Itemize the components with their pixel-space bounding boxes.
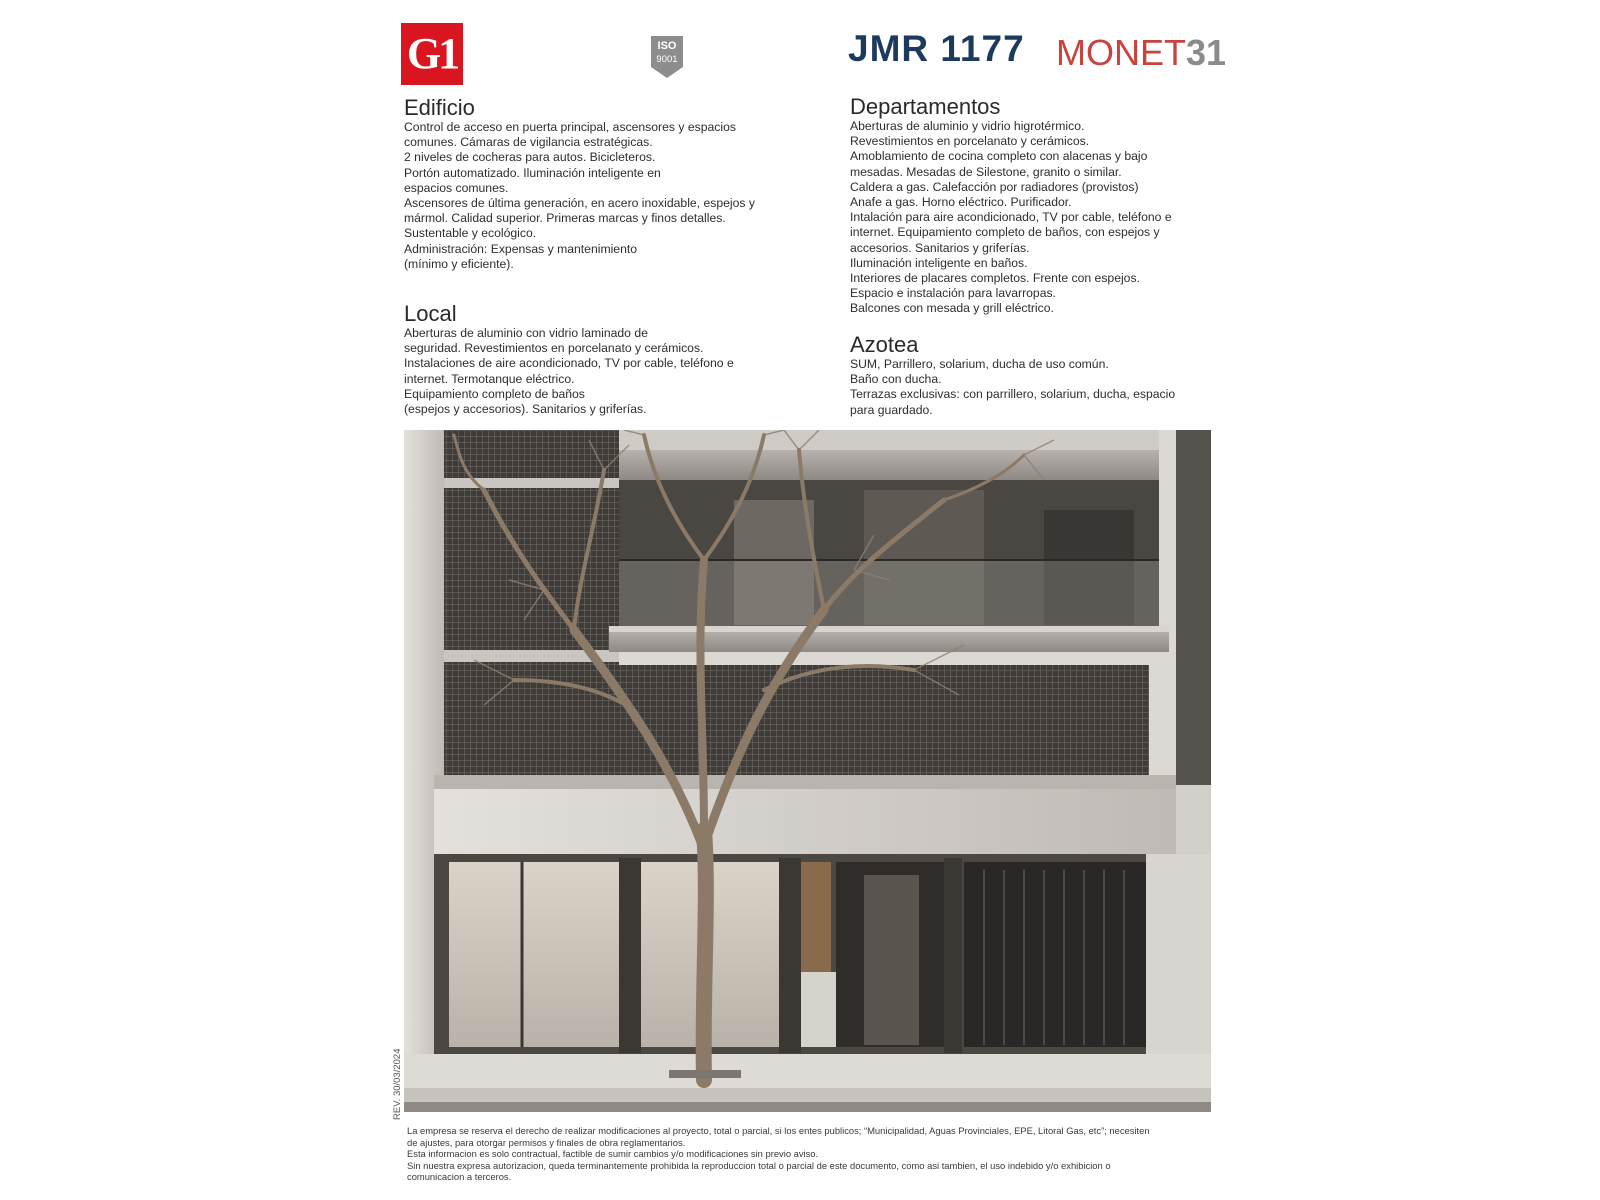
section-line: Instalaciones de aire acondicionado, TV por cable, teléfono e <box>404 356 734 371</box>
section-line: para guardado. <box>850 402 933 417</box>
section-line: Balcones con mesada y grill eléctrico. <box>850 301 1054 316</box>
iso-number: 9001 <box>656 54 678 65</box>
g1-logo <box>401 23 463 85</box>
section-line: Interiores de placares completos. Frente con espejos. <box>850 271 1140 286</box>
section-title: Local <box>404 301 457 326</box>
section-line: Intalación para aire acondicionado, TV por cable, teléfono e <box>850 210 1172 225</box>
section-line: comunes. Cámaras de vigilancia estratégicas. <box>404 135 653 150</box>
section-edificio <box>404 96 755 272</box>
section-line: Aberturas de aluminio con vidrio laminado de <box>404 326 648 340</box>
section-line: Amoblamiento de cocina completo con alacenas y bajo <box>850 149 1148 164</box>
iso-label: ISO <box>657 40 677 52</box>
disclaimer-line: de ajustes, para otorgar permisos y finales de obra reglamentarios. <box>407 1136 686 1148</box>
facade-illustration <box>404 430 1211 1112</box>
disclaimer <box>407 1125 1207 1183</box>
section-line: internet. Termotanque eléctrico. <box>404 371 575 386</box>
disclaimer-line: comunicacion a terceros. <box>407 1171 512 1183</box>
iso-9001-badge <box>650 35 684 79</box>
monet-brand-logo <box>1056 32 1226 74</box>
section-line: (mínimo y eficiente). <box>404 256 514 271</box>
section-line: Terrazas exclusivas: con parrillero, solarium, ducha, espacio <box>850 387 1176 402</box>
disclaimer-line: La empresa se reserva el derecho de realizar modificaciones al proyecto, total o parcial, si los entes publicos; “Municipalidad, Aguas Provinciales, EPE, Litoral Gas, etc”; necesiten <box>407 1125 1150 1136</box>
section-azotea <box>850 333 1175 418</box>
section-line: Iluminación inteligente en baños. <box>850 255 1028 270</box>
section-line: espacios comunes. <box>404 180 509 195</box>
building-facade-rendering <box>404 430 1211 1112</box>
brand-word: MONET <box>1056 32 1186 73</box>
section-line: Revestimientos en porcelanato y cerámicos. <box>850 134 1090 149</box>
section-line: Aberturas de aluminio y vidrio higrotérmico. <box>850 119 1085 133</box>
project-name: JMR 1177 <box>848 28 1025 69</box>
section-departamentos <box>850 95 1172 317</box>
section-line: mármol. Calidad superior. Primeras marcas y finos detalles. <box>404 211 726 226</box>
section-line: internet. Equipamiento completo de baños, con espejos y <box>850 225 1160 240</box>
section-line: Control de acceso en puerta principal, ascensores y espacios <box>404 120 736 134</box>
section-line: 2 niveles de cocheras para autos. Bicicleteros. <box>404 150 656 165</box>
section-title: Edificio <box>404 95 475 120</box>
revision-date: REV. 30/03/2024 <box>392 1048 403 1120</box>
section-line: Portón automatizado. Iluminación inteligente en <box>404 165 661 180</box>
section-line: seguridad. Revestimientos en porcelanato y cerámicos. <box>404 341 704 356</box>
section-title: Departamentos <box>850 94 1001 119</box>
section-line: Caldera a gas. Calefacción por radiadores (provistos) <box>850 179 1139 194</box>
section-line: Ascensores de última generación, en acero inoxidable, espejos y <box>404 196 755 211</box>
brand-number: 31 <box>1186 32 1227 73</box>
section-line: accesorios. Sanitarios y griferías. <box>850 240 1030 255</box>
section-line: Sustentable y ecológico. <box>404 226 537 241</box>
section-line: Espacio e instalación para lavarropas. <box>850 286 1056 301</box>
disclaimer-line: Esta informacion es solo contractual, factible de sumir cambios y/o modificaciones sin previo aviso. <box>407 1148 819 1160</box>
disclaimer-line: Sin nuestra expresa autorizacion, queda terminantemente prohibida la reproduccion total o parcial de este documento, como asi tambien, el uso indebido y/o exhibicion o <box>407 1159 1111 1171</box>
section-line: (espejos y accesorios). Sanitarios y griferías. <box>404 402 647 417</box>
section-line: Anafe a gas. Horno eléctrico. Purificador. <box>850 195 1072 210</box>
section-line: Baño con ducha. <box>850 372 942 387</box>
g1-logo-text: G1 <box>406 29 458 78</box>
section-local <box>404 302 734 417</box>
section-line: mesadas. Mesadas de Silestone, granito o similar. <box>850 164 1122 179</box>
section-line: Administración: Expensas y mantenimiento <box>404 241 638 256</box>
section-title: Azotea <box>850 332 919 357</box>
section-line: SUM, Parrillero, solarium, ducha de uso común. <box>850 357 1109 371</box>
section-line: Equipamiento completo de baños <box>404 386 585 401</box>
